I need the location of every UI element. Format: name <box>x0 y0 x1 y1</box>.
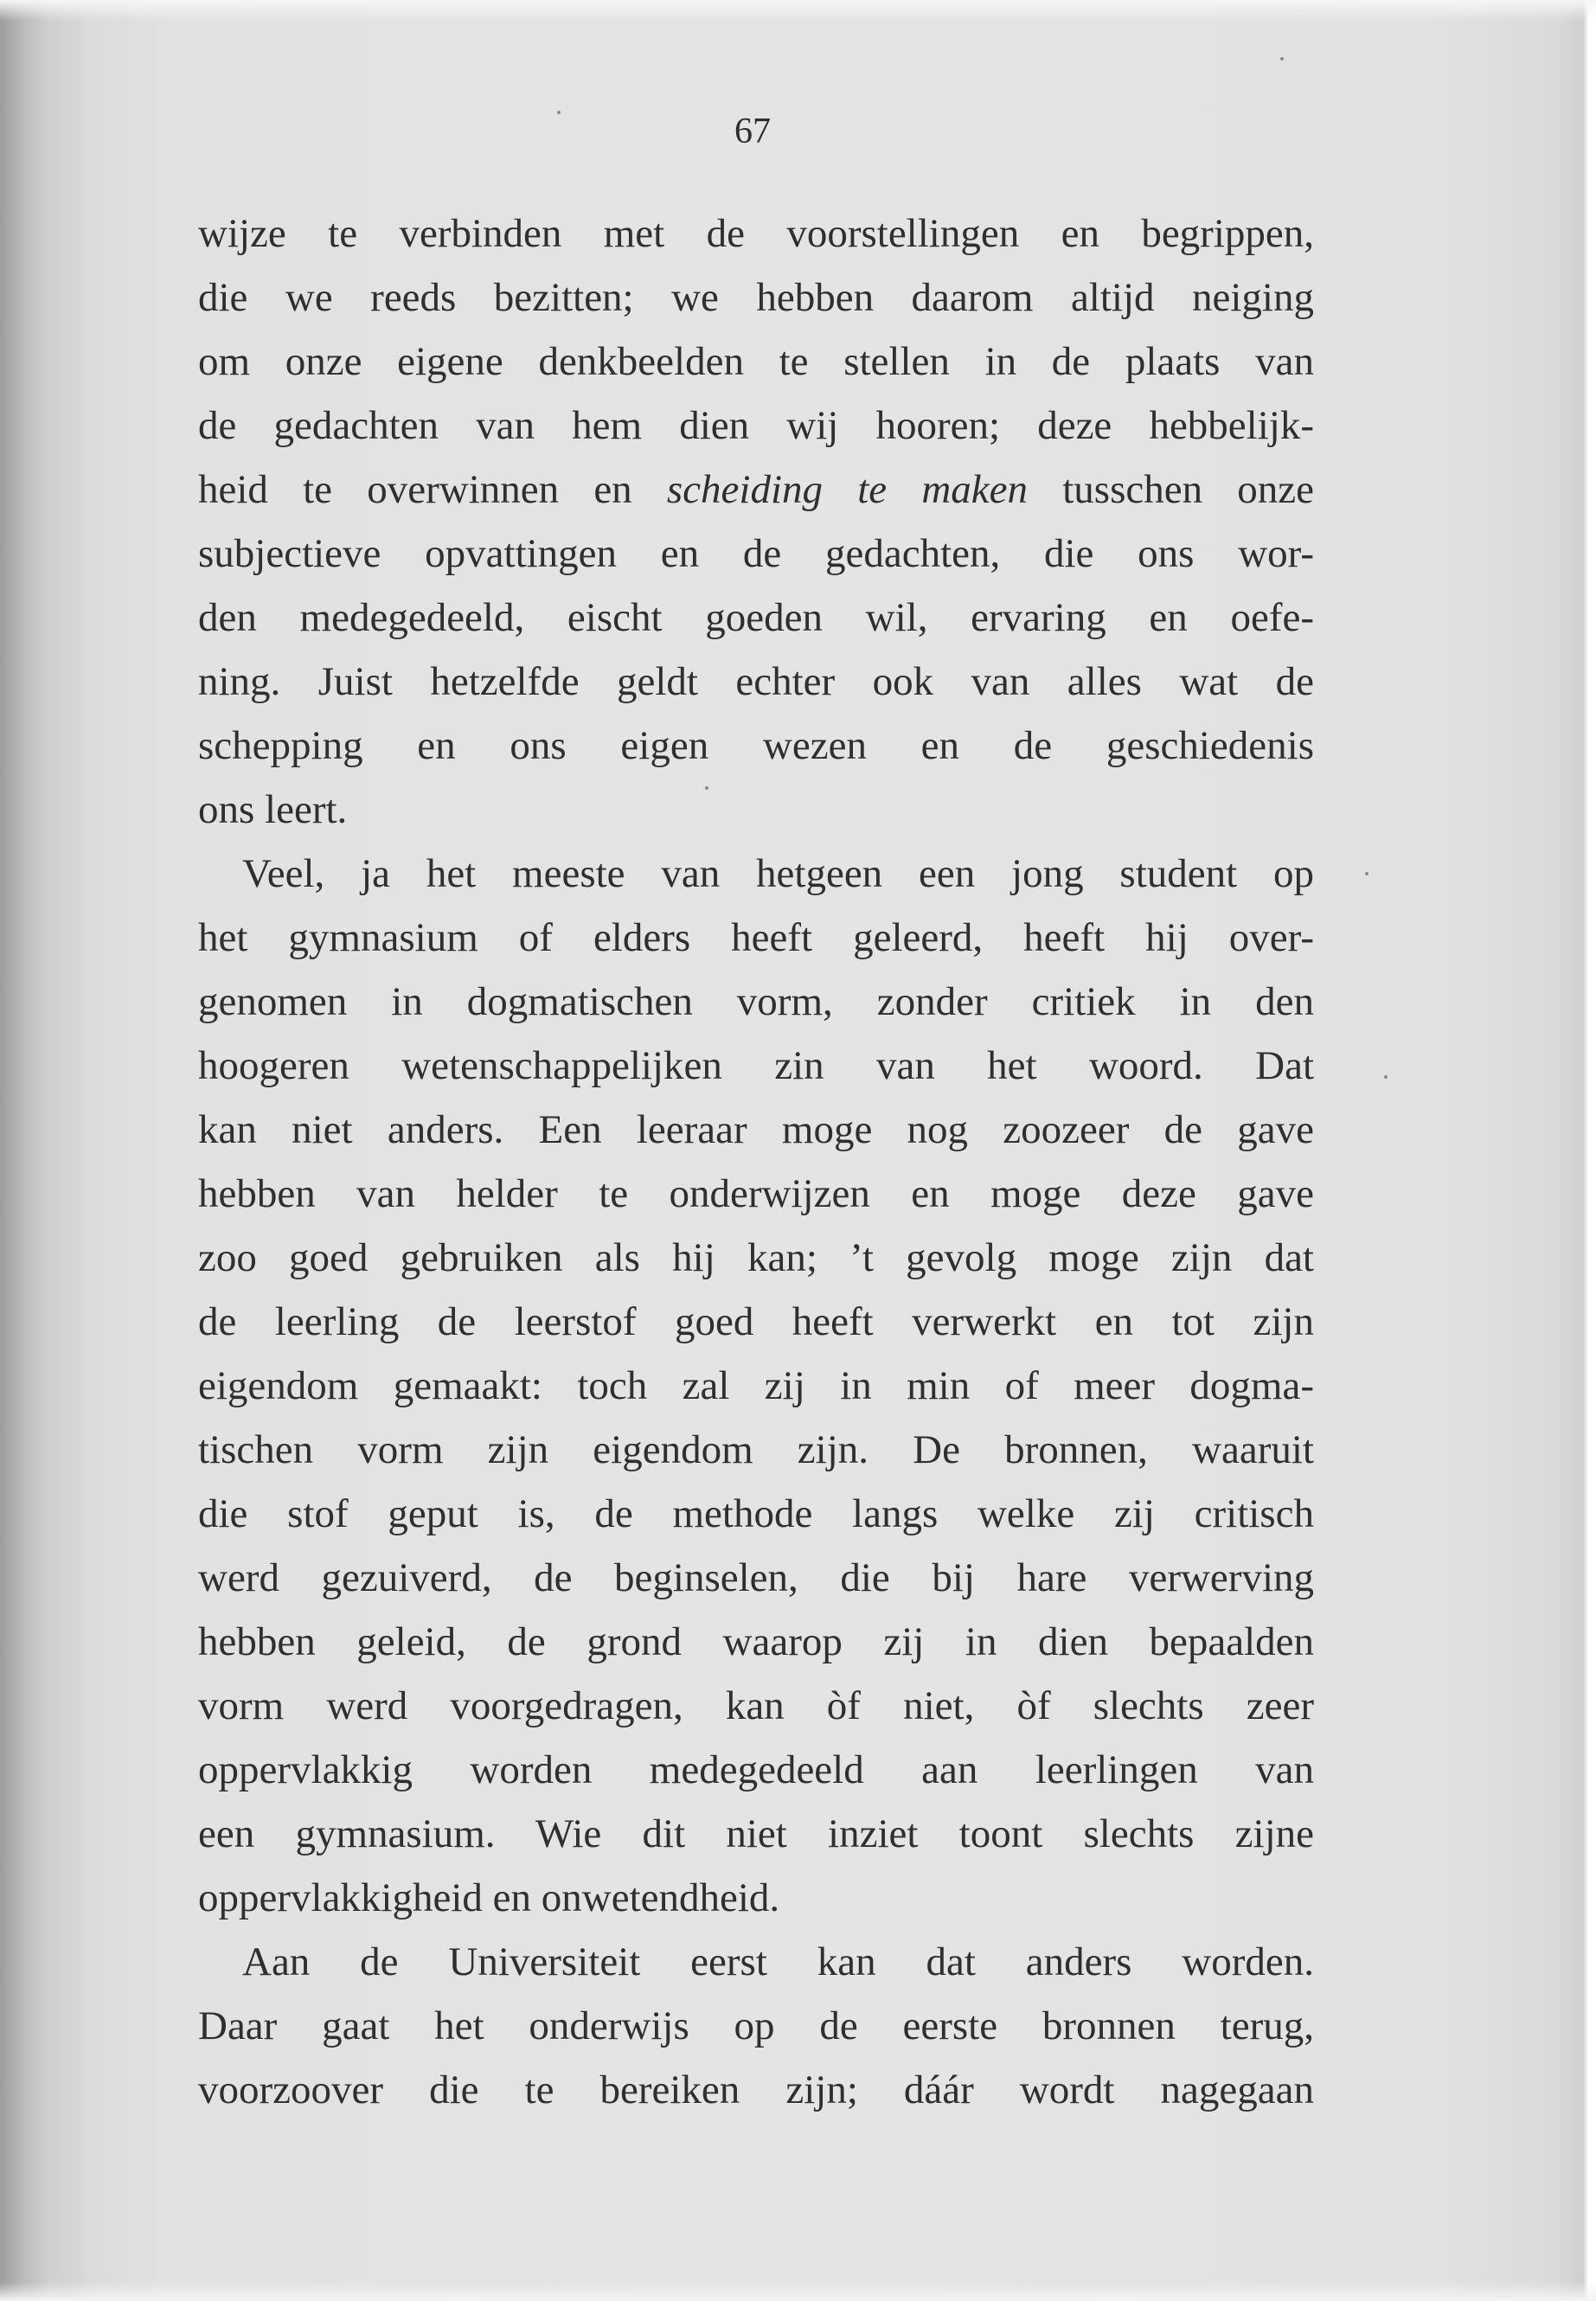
text-line: werd gezuiverd, de beginselen, die bij hare verwerving <box>198 1555 1314 1600</box>
text-line: wijze te verbinden met de voorstellingen en begrippen, <box>198 211 1314 256</box>
page-number: 67 <box>734 112 771 151</box>
emphasized-text: scheiding te maken <box>666 467 1029 512</box>
text-line: oppervlakkigheid en onwetendheid. <box>198 1875 780 1920</box>
text-line: hebben geleid, de grond waarop zij in dien bepaalden <box>198 1619 1314 1664</box>
scan-speck <box>1365 872 1368 875</box>
text-line: schepping en ons eigen wezen en de geschiedenis <box>198 723 1314 768</box>
text-line: subjectieve opvattingen en de gedachten, die ons wor- <box>198 531 1314 576</box>
text-line: voorzoover die te bereiken zijn; dáár wordt nagegaan <box>198 2067 1314 2112</box>
text-line: een gymnasium. Wie dit niet inziet toont slechts zijne <box>198 1811 1314 1856</box>
text-line: zoo goed gebruiken als hij kan; ’t gevolg moge zijn dat <box>198 1235 1314 1280</box>
text-line: om onze eigene denkbeelden te stellen in de plaats van <box>198 339 1314 384</box>
text-segment: heid te overwinnen en <box>198 467 667 512</box>
text-line: Daar gaat het onderwijs op de eerste bronnen terug, <box>198 2003 1314 2048</box>
text-line: hoogeren wetenschappelijken zin van het woord. Dat <box>198 1043 1314 1088</box>
scan-speck <box>557 111 561 114</box>
text-line: ning. Juist hetzelfde geldt echter ook van alles wat de <box>198 659 1314 704</box>
text-line: de gedachten van hem dien wij hooren; deze hebbelijk- <box>198 403 1314 448</box>
text-line: kan niet anders. Een leeraar moge nog zoozeer de gave <box>198 1107 1314 1152</box>
text-line: de leerling de leerstof goed heeft verwerkt en tot zijn <box>198 1299 1314 1344</box>
text-line: hebben van helder te onderwijzen en moge deze gave <box>198 1171 1314 1216</box>
text-line: Aan de Universiteit eerst kan dat anders worden. <box>242 1939 1314 1984</box>
text-line: den medegedeeld, eischt goeden wil, ervaring en oefe- <box>198 595 1314 640</box>
text-line: die we reeds bezitten; we hebben daarom altijd neiging <box>198 275 1314 320</box>
text-segment: tusschen onze <box>1028 467 1315 512</box>
text-line: Veel, ja het meeste van hetgeen een jong student op <box>242 851 1314 896</box>
text-line <box>198 458 1314 522</box>
text-line: tischen vorm zijn eigendom zijn. De bronnen, waaruit <box>198 1427 1314 1472</box>
scan-speck <box>1280 57 1284 61</box>
scan-speck <box>1384 1075 1388 1079</box>
text-line: genomen in dogmatischen vorm, zonder critiek in den <box>198 979 1314 1024</box>
text-line: vorm werd voorgedragen, kan òf niet, òf slechts zeer <box>198 1683 1314 1728</box>
text-line: ons leert. <box>198 787 348 832</box>
scan-speck <box>705 786 708 790</box>
text-line: het gymnasium of elders heeft geleerd, heeft hij over- <box>198 915 1314 960</box>
text-line: die stof geput is, de methode langs welke zij critisch <box>198 1491 1314 1536</box>
text-line: oppervlakkig worden medegedeeld aan leerlingen van <box>198 1747 1314 1792</box>
text-line: eigendom gemaakt: toch zal zij in min of meer dogma- <box>198 1363 1314 1408</box>
